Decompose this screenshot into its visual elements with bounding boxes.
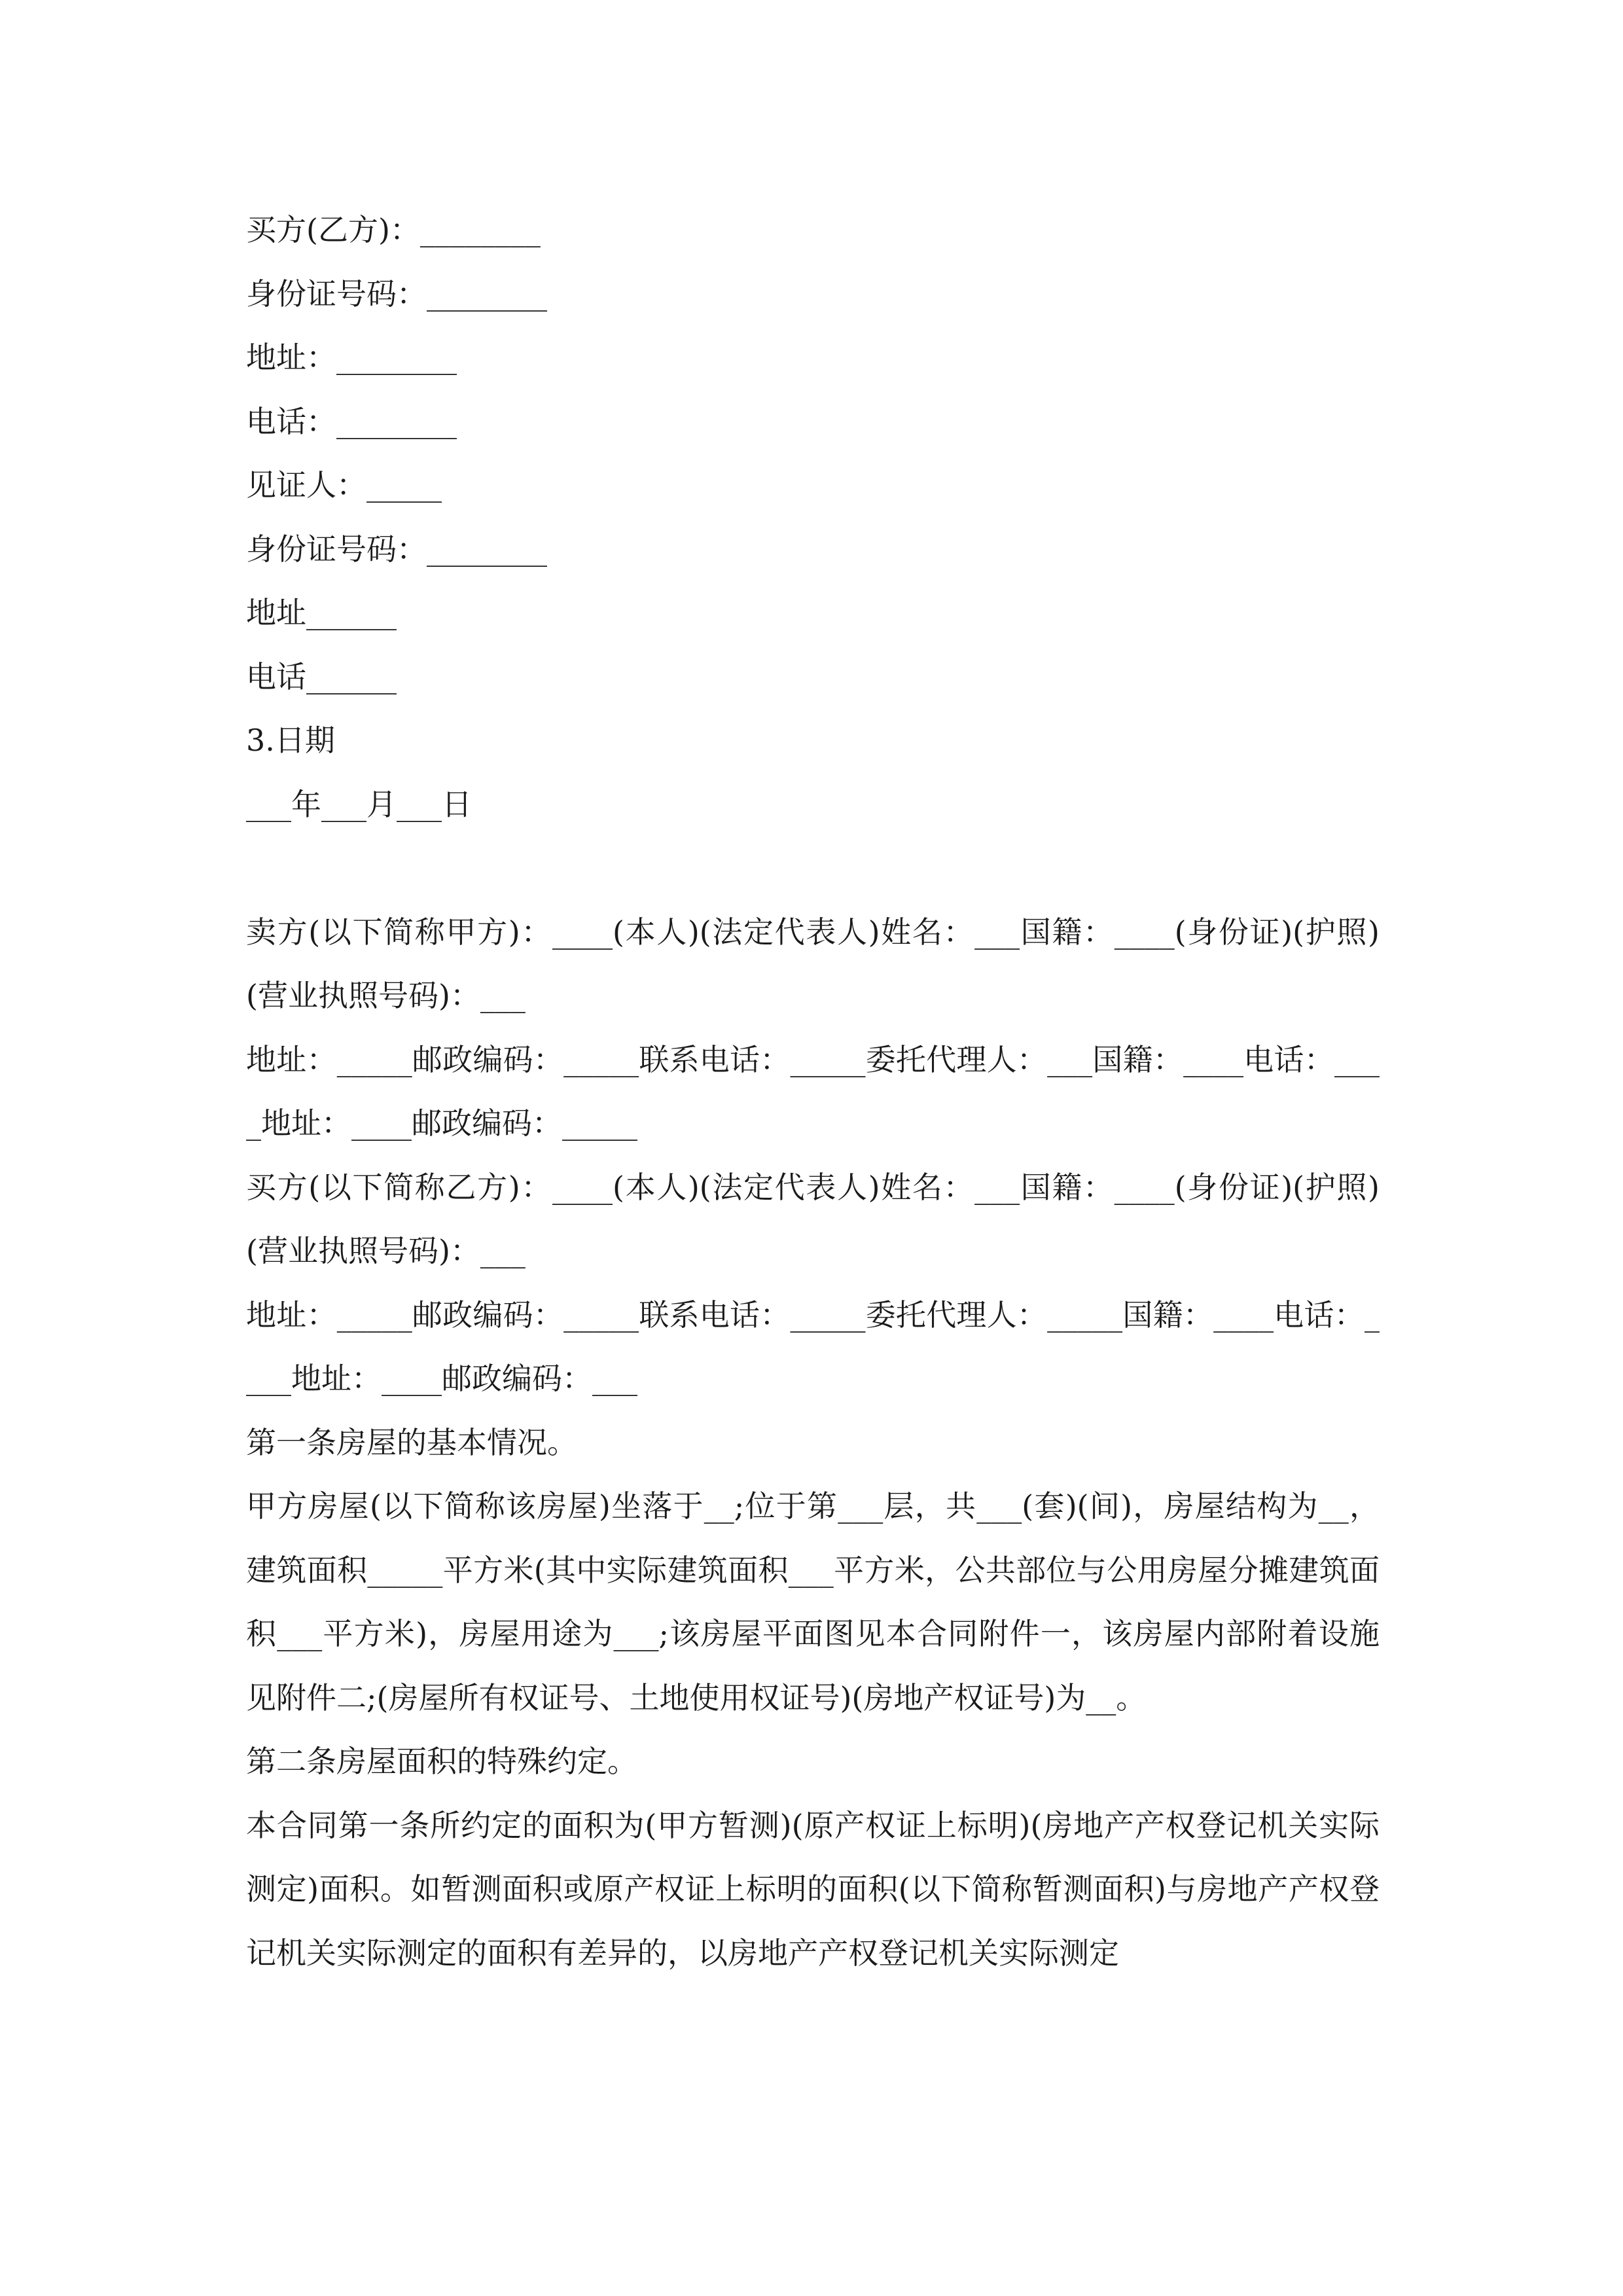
article-2-body: 本合同第一条所约定的面积为(甲方暂测)(原产权证上标明)(房地产产权登记机关实际测定)面积。如暂测面积或原产权证上标明的面积(以下简称暂测面积)与房地产产权登记机关实际测定的面积有差异的，以房地产产权登记机关实际测定 xyxy=(246,1807,1380,1971)
date-line: ___年___月___日 xyxy=(246,786,472,822)
buyer-phone-line: 电话：________ xyxy=(246,403,457,439)
buyer-contact-paragraph: 地址：_____邮政编码：_____联系电话：_____委托代理人：_____国籍：____电话：____地址：____邮政编码：___ xyxy=(246,1297,1380,1396)
section-gap xyxy=(246,836,1380,901)
article-1-body: 甲方房屋(以下简称该房屋)坐落于__;位于第___层，共___(套)(间)，房屋结构为__，建筑面积_____平方米(其中实际建筑面积___平方米，公共部位与公用房屋分摊建筑面积___平方米)，房屋用途为___;该房屋平面图见本合同附件一，该房屋内部附着设施见附件二;(房屋所有权证号、土地使用权证号)(房地产权证号)为__。 xyxy=(246,1488,1380,1715)
article-2-title: 第二条房屋面积的特殊约定。 xyxy=(246,1744,637,1779)
witness-line: 见证人：_____ xyxy=(246,467,442,503)
article-1-title: 第一条房屋的基本情况。 xyxy=(246,1424,577,1460)
witness-phone-line: 电话______ xyxy=(246,658,397,694)
document-body xyxy=(246,198,1380,1985)
buyer-info-paragraph: 买方(以下简称乙方)：____(本人)(法定代表人)姓名：___国籍：____(身份证)(护照)(营业执照号码)：___ xyxy=(246,1169,1380,1268)
buyer-id-line: 身份证号码：________ xyxy=(246,276,547,312)
seller-info-paragraph: 卖方(以下简称甲方)：____(本人)(法定代表人)姓名：___国籍：____(身份证)(护照)(营业执照号码)：___ xyxy=(246,914,1380,1013)
witness-address-line: 地址______ xyxy=(246,595,397,630)
witness-id-line: 身份证号码：________ xyxy=(246,531,547,567)
buyer-address-line: 地址：________ xyxy=(246,340,457,375)
seller-contact-paragraph: 地址：_____邮政编码：_____联系电话：_____委托代理人：___国籍：____电话：____地址：____邮政编码：_____ xyxy=(246,1041,1380,1141)
buyer-party-line: 买方(乙方)：________ xyxy=(246,212,541,247)
date-heading: 3.日期 xyxy=(246,723,335,758)
